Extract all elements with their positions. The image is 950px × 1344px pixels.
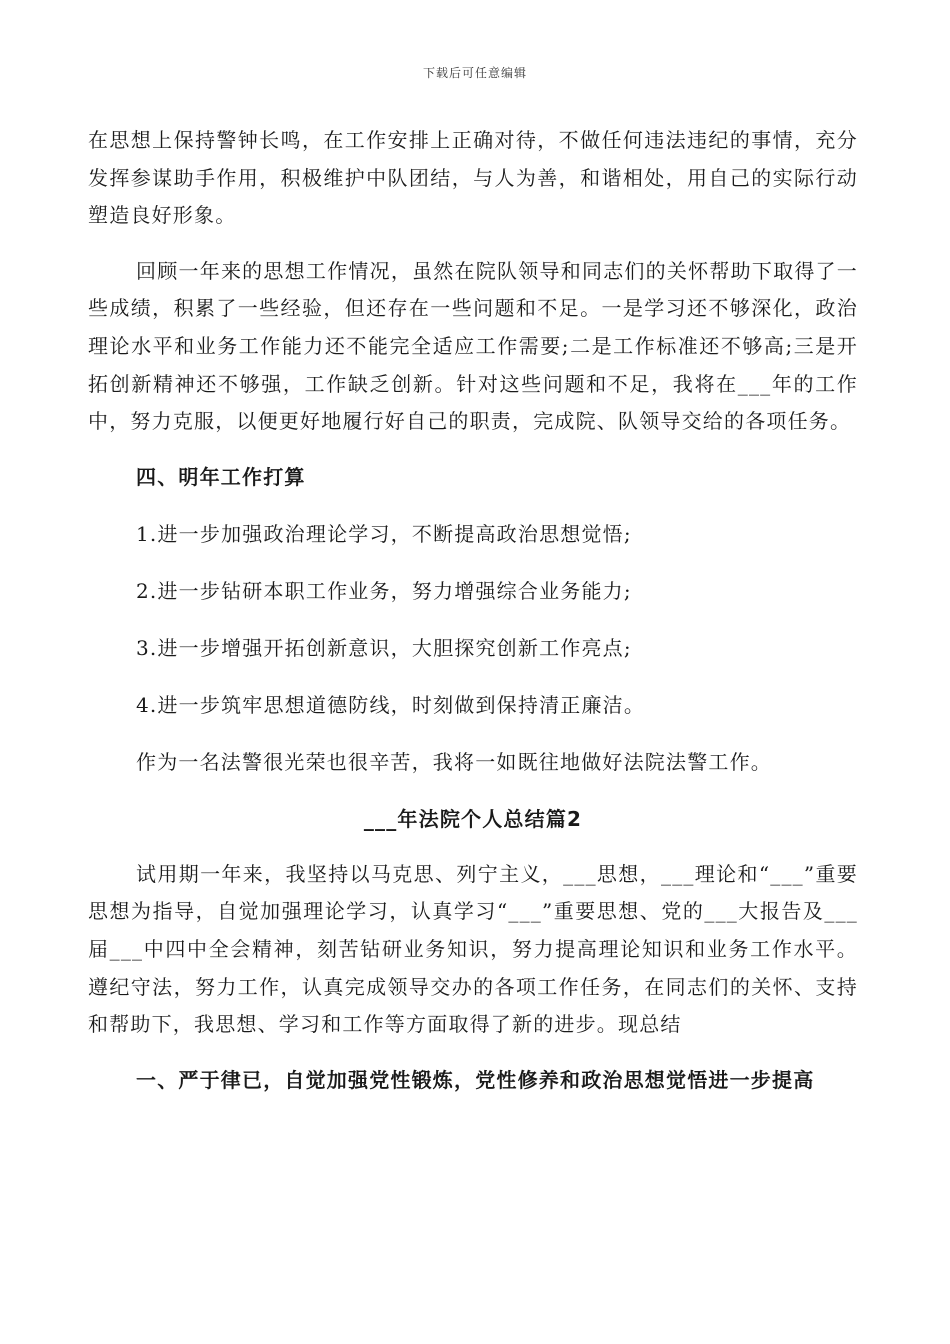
section-4-heading: 四、明年工作打算 [136, 464, 306, 489]
page-header: 下载后可任意编辑 [422, 66, 527, 80]
plan-item-3: 3.进一步增强开拓创新意识，大胆探究创新工作亮点; [136, 635, 632, 660]
paragraph-2: 回顾一年来的思想工作情况，虽然在院队领导和同志们的关怀帮助下取得了一些成绩，积累了一些经验，但还存在一些问题和不足。一是学习还不够深化，政治理论水平和业务工作能力还不能完全适应工作需要;二是工作标准还不够高;三是开拓创新精神还不够强，工作缺乏创新。针对这些问题和不足，我将在___年的工作中，努力克服，以便更好地履行好自己的职责，完成院、队领导交给的各项任务。 [88, 258, 858, 434]
plan-item-1: 1.进一步加强政治理论学习，不断提高政治思想觉悟; [136, 521, 632, 546]
paragraph-1: 在思想上保持警钟长鸣，在工作安排上正确对待，不做任何违法违纪的事情，充分发挥参谋助手作用，积极维护中队团结，与人为善，和谐相处，用自己的实际行动塑造良好形象。 [88, 128, 858, 228]
plan-item-2: 2.进一步钻研本职工作业务，努力增强综合业务能力; [136, 578, 632, 603]
part-2-title: ___年法院个人总结篇2 [363, 806, 583, 831]
closing-paragraph: 作为一名法警很光荣也很辛苦，我将一如既往地做好法院法警工作。 [136, 749, 772, 774]
part-2-section-1-heading: 一、严于律已，自觉加强党性锻炼，党性修养和政治思想觉悟进一步提高 [136, 1067, 815, 1092]
part-2-paragraph-1: 试用期一年来，我坚持以马克思、列宁主义，___思想，___理论和“___”重要思想为指导，自觉加强理论学习，认真学习“___”重要思想、党的___大报告及___届___中四中全会精神，刻苦钻研业务知识，努力提高理论知识和业务工作水平。遵纪守法，努力工作，认真完成领导交办的各项工作任务，在同志们的关怀、支持和帮助下，我思想、学习和工作等方面取得了新的进步。现总结 [88, 861, 858, 1037]
document-body [88, 122, 858, 1099]
plan-item-4: 4.进一步筑牢思想道德防线，时刻做到保持清正廉洁。 [136, 692, 646, 717]
